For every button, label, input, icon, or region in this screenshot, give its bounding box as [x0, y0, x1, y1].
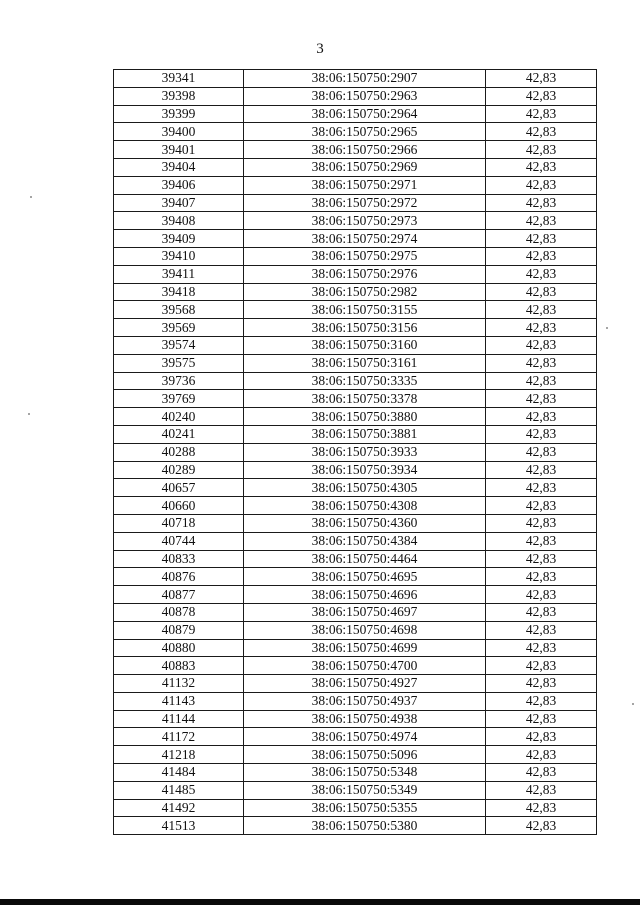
table-row — [114, 586, 597, 604]
record-number-cell: 40879 — [114, 621, 244, 639]
area-value-cell: 42,83 — [486, 586, 597, 604]
table-row — [114, 230, 597, 248]
scan-speck — [632, 703, 634, 705]
area-value-cell: 42,83 — [486, 87, 597, 105]
area-value-cell: 42,83 — [486, 550, 597, 568]
record-number-cell: 39399 — [114, 105, 244, 123]
cadastral-number-cell: 38:06:150750:2969 — [244, 158, 486, 176]
cadastral-number-cell: 38:06:150750:4938 — [244, 710, 486, 728]
table-row — [114, 550, 597, 568]
cadastral-number-cell: 38:06:150750:2975 — [244, 247, 486, 265]
area-value-cell: 42,83 — [486, 710, 597, 728]
record-number-cell: 39408 — [114, 212, 244, 230]
area-value-cell: 42,83 — [486, 319, 597, 337]
cadastral-number-cell: 38:06:150750:4695 — [244, 568, 486, 586]
table-row — [114, 194, 597, 212]
record-number-cell: 40657 — [114, 479, 244, 497]
area-value-cell: 42,83 — [486, 283, 597, 301]
area-value-cell: 42,83 — [486, 265, 597, 283]
area-value-cell: 42,83 — [486, 408, 597, 426]
records-table-body — [114, 70, 597, 835]
cadastral-number-cell: 38:06:150750:4937 — [244, 692, 486, 710]
record-number-cell: 39569 — [114, 319, 244, 337]
cadastral-number-cell: 38:06:150750:4699 — [244, 639, 486, 657]
table-row — [114, 105, 597, 123]
record-number-cell: 41172 — [114, 728, 244, 746]
record-number-cell: 39400 — [114, 123, 244, 141]
record-number-cell: 40288 — [114, 443, 244, 461]
cadastral-number-cell: 38:06:150750:4464 — [244, 550, 486, 568]
cadastral-number-cell: 38:06:150750:4305 — [244, 479, 486, 497]
area-value-cell: 42,83 — [486, 425, 597, 443]
record-number-cell: 40883 — [114, 657, 244, 675]
area-value-cell: 42,83 — [486, 781, 597, 799]
scan-bottom-edge — [0, 899, 640, 905]
area-value-cell: 42,83 — [486, 158, 597, 176]
table-row — [114, 354, 597, 372]
area-value-cell: 42,83 — [486, 141, 597, 159]
cadastral-number-cell: 38:06:150750:5348 — [244, 764, 486, 782]
record-number-cell: 39418 — [114, 283, 244, 301]
record-number-cell: 39401 — [114, 141, 244, 159]
area-value-cell: 42,83 — [486, 764, 597, 782]
record-number-cell: 39406 — [114, 176, 244, 194]
cadastral-number-cell: 38:06:150750:2973 — [244, 212, 486, 230]
table-row — [114, 283, 597, 301]
cadastral-number-cell: 38:06:150750:2965 — [244, 123, 486, 141]
area-value-cell: 42,83 — [486, 247, 597, 265]
cadastral-number-cell: 38:06:150750:2982 — [244, 283, 486, 301]
table-row — [114, 176, 597, 194]
record-number-cell: 41492 — [114, 799, 244, 817]
record-number-cell: 39575 — [114, 354, 244, 372]
record-number-cell: 41143 — [114, 692, 244, 710]
area-value-cell: 42,83 — [486, 497, 597, 515]
record-number-cell: 40833 — [114, 550, 244, 568]
table-row — [114, 141, 597, 159]
area-value-cell: 42,83 — [486, 675, 597, 693]
table-row — [114, 479, 597, 497]
cadastral-number-cell: 38:06:150750:3160 — [244, 336, 486, 354]
cadastral-number-cell: 38:06:150750:4360 — [244, 514, 486, 532]
area-value-cell: 42,83 — [486, 746, 597, 764]
table-row — [114, 336, 597, 354]
area-value-cell: 42,83 — [486, 817, 597, 835]
cadastral-number-cell: 38:06:150750:2966 — [244, 141, 486, 159]
page-number: 3 — [316, 41, 324, 57]
cadastral-number-cell: 38:06:150750:2907 — [244, 70, 486, 88]
area-value-cell: 42,83 — [486, 194, 597, 212]
area-value-cell: 42,83 — [486, 532, 597, 550]
table-row — [114, 408, 597, 426]
record-number-cell: 40289 — [114, 461, 244, 479]
table-row — [114, 443, 597, 461]
table-row — [114, 372, 597, 390]
area-value-cell: 42,83 — [486, 621, 597, 639]
cadastral-number-cell: 38:06:150750:2972 — [244, 194, 486, 212]
area-value-cell: 42,83 — [486, 372, 597, 390]
cadastral-number-cell: 38:06:150750:4384 — [244, 532, 486, 550]
area-value-cell: 42,83 — [486, 461, 597, 479]
cadastral-number-cell: 38:06:150750:3933 — [244, 443, 486, 461]
table-row — [114, 123, 597, 141]
record-number-cell: 39407 — [114, 194, 244, 212]
cadastral-number-cell: 38:06:150750:3934 — [244, 461, 486, 479]
record-number-cell: 39410 — [114, 247, 244, 265]
record-number-cell: 39769 — [114, 390, 244, 408]
record-number-cell: 40660 — [114, 497, 244, 515]
table-row — [114, 514, 597, 532]
cadastral-number-cell: 38:06:150750:3155 — [244, 301, 486, 319]
record-number-cell: 40876 — [114, 568, 244, 586]
area-value-cell: 42,83 — [486, 692, 597, 710]
record-number-cell: 41513 — [114, 817, 244, 835]
table-row — [114, 568, 597, 586]
table-row — [114, 390, 597, 408]
area-value-cell: 42,83 — [486, 799, 597, 817]
area-value-cell: 42,83 — [486, 230, 597, 248]
area-value-cell: 42,83 — [486, 390, 597, 408]
table-row — [114, 425, 597, 443]
record-number-cell: 39411 — [114, 265, 244, 283]
cadastral-number-cell: 38:06:150750:4308 — [244, 497, 486, 515]
area-value-cell: 42,83 — [486, 443, 597, 461]
cadastral-number-cell: 38:06:150750:5349 — [244, 781, 486, 799]
cadastral-number-cell: 38:06:150750:3335 — [244, 372, 486, 390]
table-row — [114, 764, 597, 782]
record-number-cell: 41132 — [114, 675, 244, 693]
cadastral-number-cell: 38:06:150750:3881 — [244, 425, 486, 443]
table-row — [114, 781, 597, 799]
record-number-cell: 39736 — [114, 372, 244, 390]
cadastral-number-cell: 38:06:150750:3378 — [244, 390, 486, 408]
table-row — [114, 461, 597, 479]
area-value-cell: 42,83 — [486, 728, 597, 746]
record-number-cell: 40240 — [114, 408, 244, 426]
table-row — [114, 728, 597, 746]
table-row — [114, 817, 597, 835]
area-value-cell: 42,83 — [486, 639, 597, 657]
area-value-cell: 42,83 — [486, 123, 597, 141]
table-row — [114, 87, 597, 105]
record-number-cell: 39341 — [114, 70, 244, 88]
cadastral-number-cell: 38:06:150750:3880 — [244, 408, 486, 426]
table-row — [114, 657, 597, 675]
cadastral-number-cell: 38:06:150750:4974 — [244, 728, 486, 746]
table-row — [114, 212, 597, 230]
scan-speck — [30, 196, 32, 198]
cadastral-number-cell: 38:06:150750:5380 — [244, 817, 486, 835]
area-value-cell: 42,83 — [486, 514, 597, 532]
cadastral-number-cell: 38:06:150750:4700 — [244, 657, 486, 675]
record-number-cell: 39409 — [114, 230, 244, 248]
table-row — [114, 675, 597, 693]
area-value-cell: 42,83 — [486, 212, 597, 230]
table-row — [114, 639, 597, 657]
record-number-cell: 41218 — [114, 746, 244, 764]
table-row — [114, 603, 597, 621]
area-value-cell: 42,83 — [486, 336, 597, 354]
table-row — [114, 497, 597, 515]
area-value-cell: 42,83 — [486, 657, 597, 675]
table-row — [114, 158, 597, 176]
cadastral-number-cell: 38:06:150750:4927 — [244, 675, 486, 693]
cadastral-number-cell: 38:06:150750:2964 — [244, 105, 486, 123]
table-row — [114, 799, 597, 817]
table-row — [114, 301, 597, 319]
cadastral-number-cell: 38:06:150750:3161 — [244, 354, 486, 372]
table-row — [114, 319, 597, 337]
scan-speck — [28, 413, 30, 415]
cadastral-number-cell: 38:06:150750:3156 — [244, 319, 486, 337]
record-number-cell: 40880 — [114, 639, 244, 657]
record-number-cell: 39404 — [114, 158, 244, 176]
area-value-cell: 42,83 — [486, 301, 597, 319]
table-row — [114, 710, 597, 728]
record-number-cell: 39568 — [114, 301, 244, 319]
record-number-cell: 40878 — [114, 603, 244, 621]
records-table — [113, 69, 597, 835]
cadastral-number-cell: 38:06:150750:4697 — [244, 603, 486, 621]
table-row — [114, 70, 597, 88]
cadastral-number-cell: 38:06:150750:5096 — [244, 746, 486, 764]
record-number-cell: 41144 — [114, 710, 244, 728]
cadastral-number-cell: 38:06:150750:2974 — [244, 230, 486, 248]
record-number-cell: 40241 — [114, 425, 244, 443]
area-value-cell: 42,83 — [486, 479, 597, 497]
cadastral-number-cell: 38:06:150750:5355 — [244, 799, 486, 817]
area-value-cell: 42,83 — [486, 354, 597, 372]
cadastral-number-cell: 38:06:150750:2963 — [244, 87, 486, 105]
cadastral-number-cell: 38:06:150750:2976 — [244, 265, 486, 283]
table-row — [114, 247, 597, 265]
record-number-cell: 41484 — [114, 764, 244, 782]
table-row — [114, 746, 597, 764]
table-row — [114, 692, 597, 710]
scan-speck — [606, 327, 608, 329]
record-number-cell: 41485 — [114, 781, 244, 799]
record-number-cell: 39574 — [114, 336, 244, 354]
area-value-cell: 42,83 — [486, 70, 597, 88]
record-number-cell: 40877 — [114, 586, 244, 604]
area-value-cell: 42,83 — [486, 105, 597, 123]
cadastral-number-cell: 38:06:150750:4698 — [244, 621, 486, 639]
record-number-cell: 40718 — [114, 514, 244, 532]
cadastral-number-cell: 38:06:150750:2971 — [244, 176, 486, 194]
cadastral-number-cell: 38:06:150750:4696 — [244, 586, 486, 604]
record-number-cell: 40744 — [114, 532, 244, 550]
table-row — [114, 621, 597, 639]
table-row — [114, 532, 597, 550]
record-number-cell: 39398 — [114, 87, 244, 105]
area-value-cell: 42,83 — [486, 568, 597, 586]
area-value-cell: 42,83 — [486, 603, 597, 621]
area-value-cell: 42,83 — [486, 176, 597, 194]
table-row — [114, 265, 597, 283]
